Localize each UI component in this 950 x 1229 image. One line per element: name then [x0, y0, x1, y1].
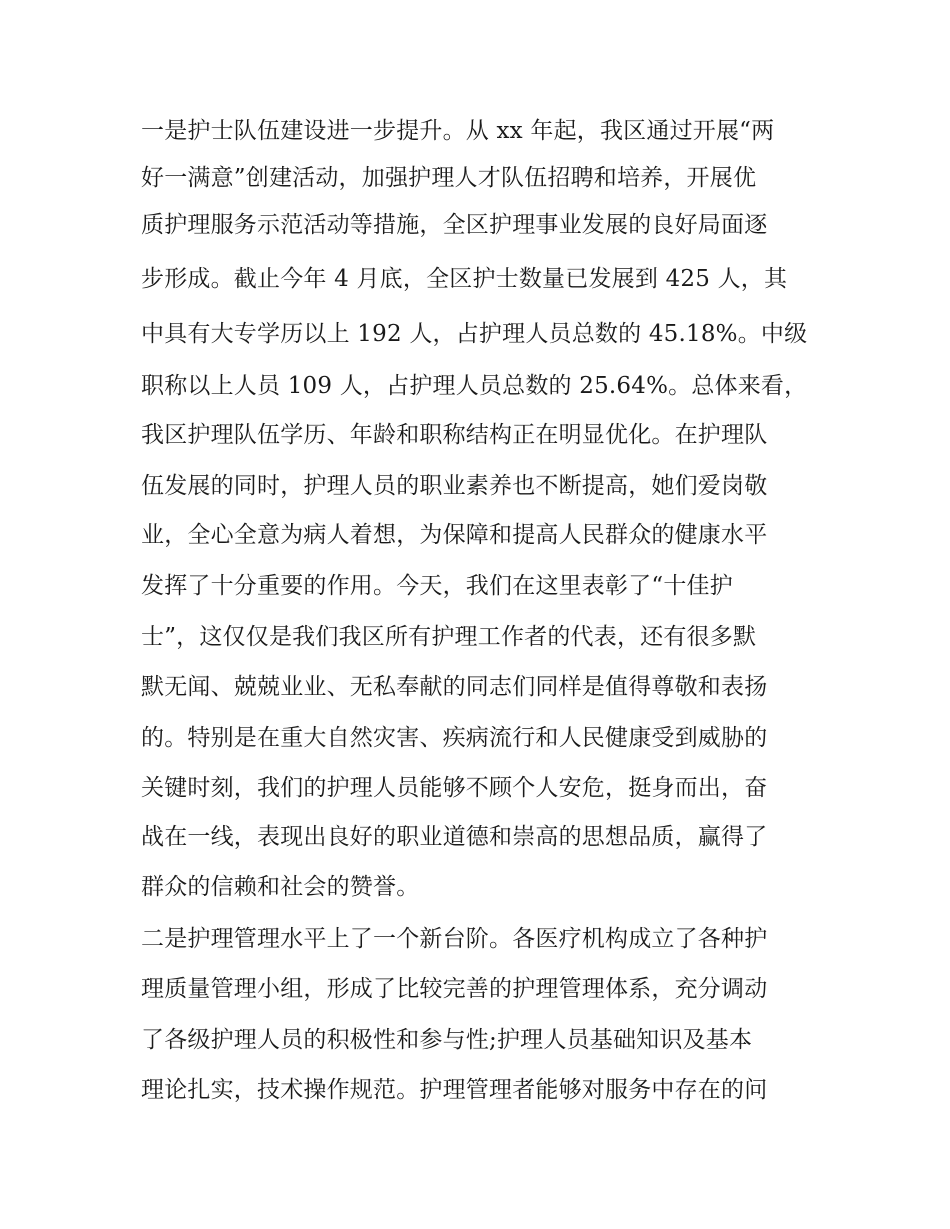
text-line: 中具有大专学历以上 192 人，占护理人员总数的 45.18%。中级 [141, 321, 808, 347]
text-line: 战在一线，表现出良好的职业道德和崇高的思想品质，赢得了 [141, 824, 768, 850]
text-line: 关键时刻，我们的护理人员能够不顾个人安危，挺身而出，奋 [141, 775, 768, 801]
text-line: 好一满意”创建活动，加强护理人才队伍招聘和培养，开展优 [141, 165, 757, 191]
text-line: 理论扎实，技术操作规范。护理管理者能够对服务中存在的问 [141, 1077, 768, 1103]
text-line: 伍发展的同时，护理人员的职业素养也不断提高，她们爱岗敬 [141, 473, 768, 499]
text-line: 一是护士队伍建设进一步提升。从 xx 年起，我区通过开展“两 [141, 118, 775, 144]
text-line: 发挥了十分重要的作用。今天，我们在这里表彰了“十佳护 [141, 573, 733, 599]
text-line: 我区护理队伍学历、年龄和职称结构正在明显优化。在护理队 [141, 422, 768, 448]
text-line: 质护理服务示范活动等措施，全区护理事业发展的良好局面逐 [141, 212, 768, 238]
text-line: 理质量管理小组，形成了比较完善的护理管理体系，充分调动 [141, 976, 768, 1002]
text-line: 业，全心全意为病人着想，为保障和提高人民群众的健康水平 [141, 522, 768, 548]
text-line: 职称以上人员 109 人，占护理人员总数的 25.64%。总体来看， [141, 373, 808, 399]
text-line: 默无闻、兢兢业业、无私奉献的同志们同样是值得尊敬和表扬 [141, 674, 768, 700]
text-line: 步形成。截止今年 4 月底，全区护士数量已发展到 425 人，其 [141, 266, 788, 292]
text-line: 士”，这仅仅是我们我区所有护理工作者的代表，还有很多默 [141, 624, 757, 650]
text-line: 了各级护理人员的积极性和参与性;护理人员基础知识及基本 [141, 1027, 753, 1053]
text-line: 群众的信赖和社会的赞誉。 [141, 874, 420, 900]
text-line: 二是护理管理水平上了一个新台阶。各医疗机构成立了各种护 [141, 926, 768, 952]
text-line: 的。特别是在重大自然灾害、疾病流行和人民健康受到威胁的 [141, 725, 768, 751]
